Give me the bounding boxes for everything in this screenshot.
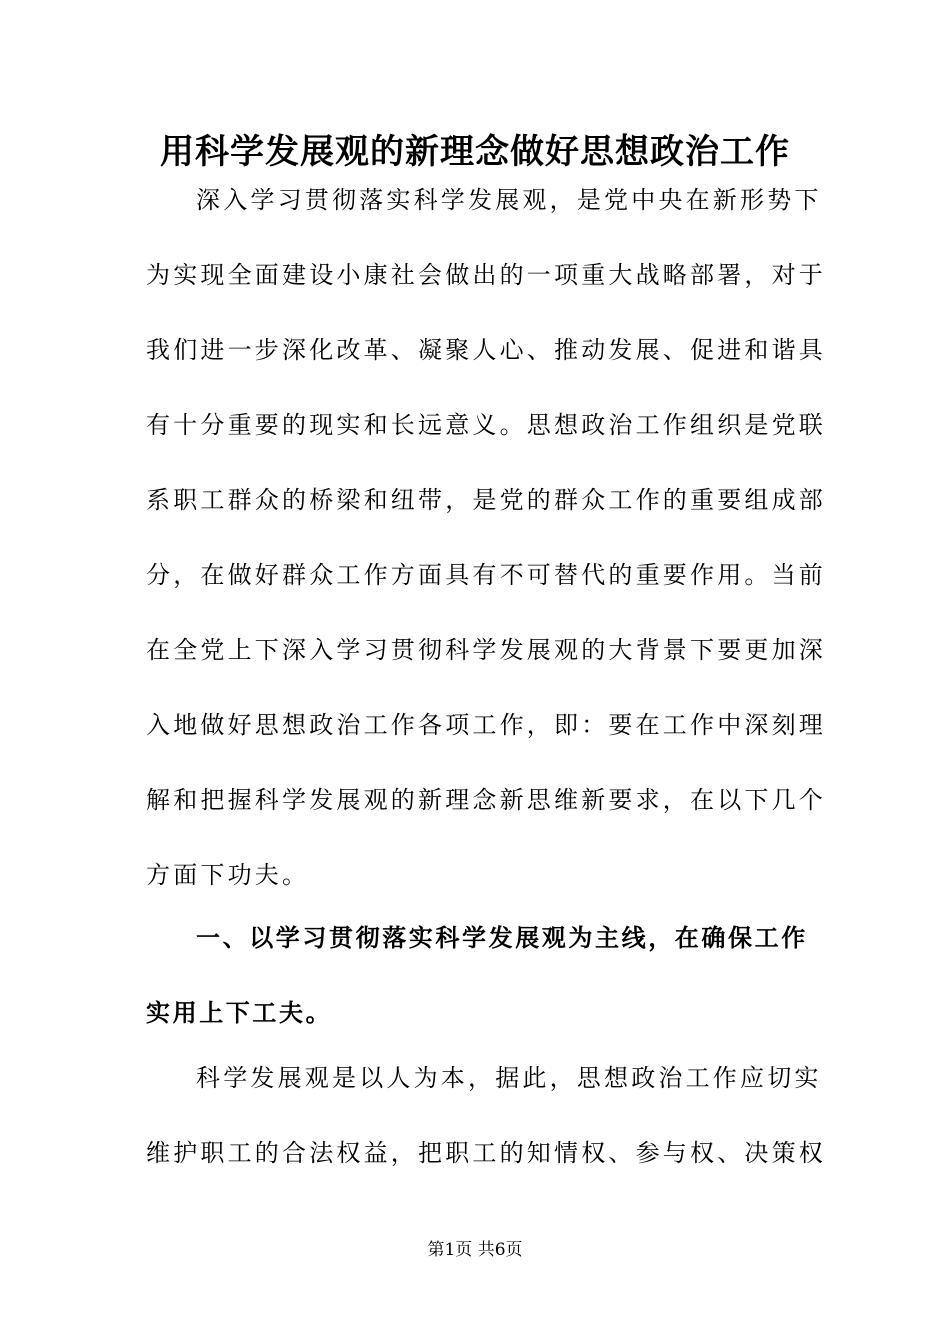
paragraph-line: 解和把握科学发展观的新理念新思维新要求，在以下几个 [146,786,826,814]
paragraph-line: 我们进一步深化改革、凝聚人心、推动发展、促进和谐具 [146,336,826,364]
paragraph-line: 分，在做好群众工作方面具有不可替代的重要作用。当前 [146,561,826,589]
document-title: 用科学发展观的新理念做好思想政治工作 [160,132,790,172]
paragraph-line: 维护职工的合法权益，把职工的知情权、参与权、决策权 [146,1139,826,1167]
paragraph-line: 为实现全面建设小康社会做出的一项重大战略部署，对于 [146,261,826,289]
paragraph-line: 深入学习贯彻落实科学发展观，是党中央在新形势下 [196,186,822,214]
paragraph-line: 科学发展观是以人为本，据此，思想政治工作应切实 [196,1064,822,1092]
paragraph-line: 入地做好思想政治工作各项工作，即：要在工作中深刻理 [146,711,826,739]
paragraph-line: 方面下功夫。 [146,861,310,889]
page-number-footer: 第1页 共6页 [427,1240,523,1260]
heading-line: 实用上下工夫。 [146,999,333,1027]
paragraph-line: 有十分重要的现实和长远意义。思想政治工作组织是党联 [146,411,826,439]
paragraph-line: 在全党上下深入学习贯彻科学发展观的大背景下要更加深 [146,636,826,664]
heading-line: 一、以学习贯彻落实科学发展观为主线，在确保工作 [196,924,808,952]
paragraph-line: 系职工群众的桥梁和纽带，是党的群众工作的重要组成部 [146,486,826,514]
